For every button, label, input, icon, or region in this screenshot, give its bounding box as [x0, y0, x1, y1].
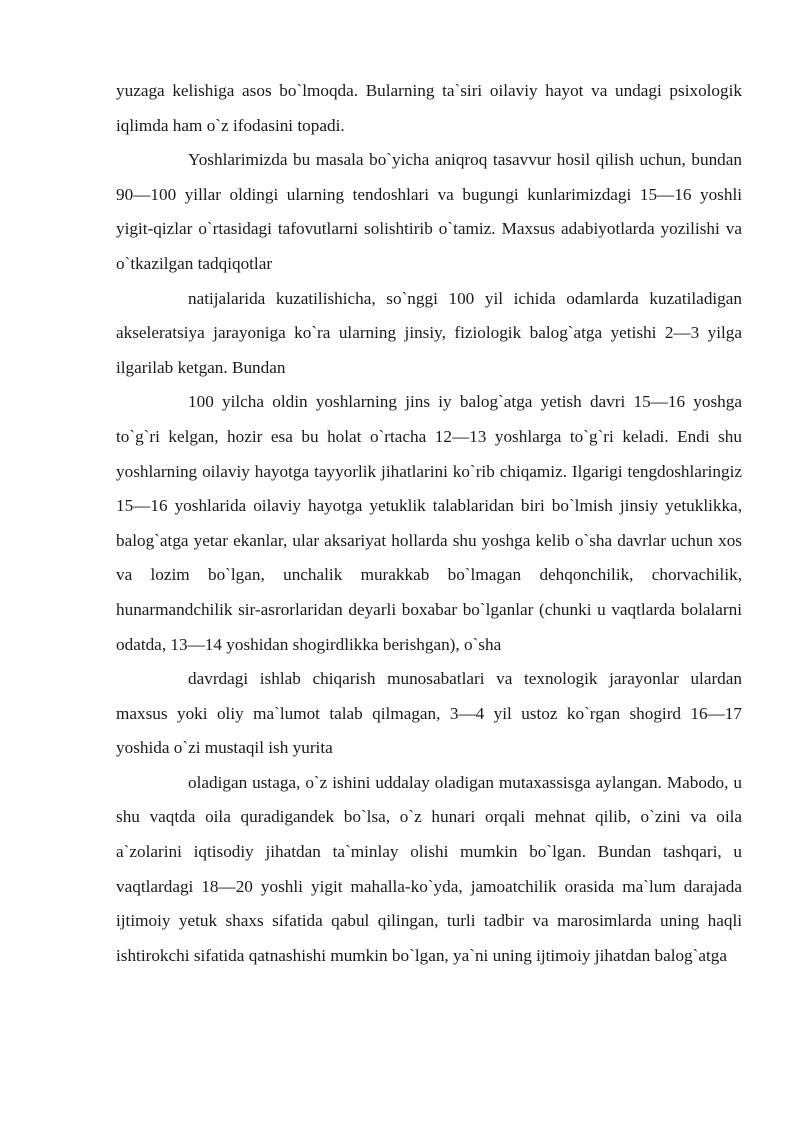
paragraph-4: 100 yilcha oldin yoshlarning jins iy balog`atga yetish davri 15—16 yoshga to`g`ri kelgan, hozir esa bu holat o`rtacha 12—13 yoshlarga to`g`ri keladi. Endi shu yoshlarning oilaviy hayotga tayyorlik jihatlarini ko`rib chiqamiz. Ilgarigi tengdoshlaringiz 15—16 yoshlarida oilaviy hayotga yetuklik talablaridan biri bo`lmish jinsiy yetuklikka, balog`atga yetar ekanlar, ular aksariyat hollarda shu yoshga kelib o`sha davrlar uchun xos va lozim bo`lgan, unchalik murakkab bo`lmagan dehqonchilik, chorvachilik, hunarmandchilik sir-asrorlaridan deyarli boxabar bo`lganlar (chunki u vaqtlarda bolalarni odatda, 13—14 yoshidan shogirdlikka berishgan), o`sha — [116, 392, 742, 654]
paragraph-3: natijalarida kuzatilishicha, so`nggi 100 yil ichida odamlarda kuzatiladigan akseleratsiya jarayoniga ko`ra ularning jinsiy, fiziologik balog`atga yetishi 2—3 yilga ilgarilab ketgan. Bundan — [116, 288, 742, 377]
paragraph-5: davrdagi ishlab chiqarish munosabatlari va texnologik jarayonlar ulardan maxsus yoki oliy ma`lumot talab qilmagan, 3—4 yil ustoz ko`rgan shogird 16—17 yoshida o`zi mustaqil ish yurita — [116, 669, 742, 758]
paragraph-6: oladigan ustaga, o`z ishini uddalay oladigan mutaxassisga aylangan. Mabodo, u shu vaqtda oila quradigandek bo`lsa, o`z hunari orqali mehnat qilib, o`zini va oila a`zolarini iqtisodiy jihatdan ta`minlay olishi mumkin bo`lgan. Bundan tashqari, u vaqtlardagi 18—20 yoshli yigit mahalla-ko`yda, jamoatchilik orasida ma`lum darajada ijtimoiy yetuk shaxs sifatida qabul qilingan, turli tadbir va marosimlarda uning haqli ishtirokchi sifatida qatnashishi mumkin bo`lgan, ya`ni uning ijtimoiy jihatdan balog`atga — [116, 772, 742, 965]
paragraph-2: Yoshlarimizda bu masala bo`yicha aniqroq tasavvur hosil qilish uchun, bundan 90—100 yillar oldingi ularning tendoshlari va bugungi kunlarimizdagi 15—16 yoshli yigit-qizlar o`rtasidagi tafovutlarni solishtirib o`tamiz. Maxsus adabiyotlarda yozilishi va o`tkazilgan tadqiqotlar — [116, 150, 742, 273]
paragraph-1: yuzaga kelishiga asos bo`lmoqda. Bularning ta`siri oilaviy hayot va undagi psixologik iqlimda ham o`z ifodasini topadi. — [116, 81, 742, 135]
body-text — [116, 74, 742, 973]
